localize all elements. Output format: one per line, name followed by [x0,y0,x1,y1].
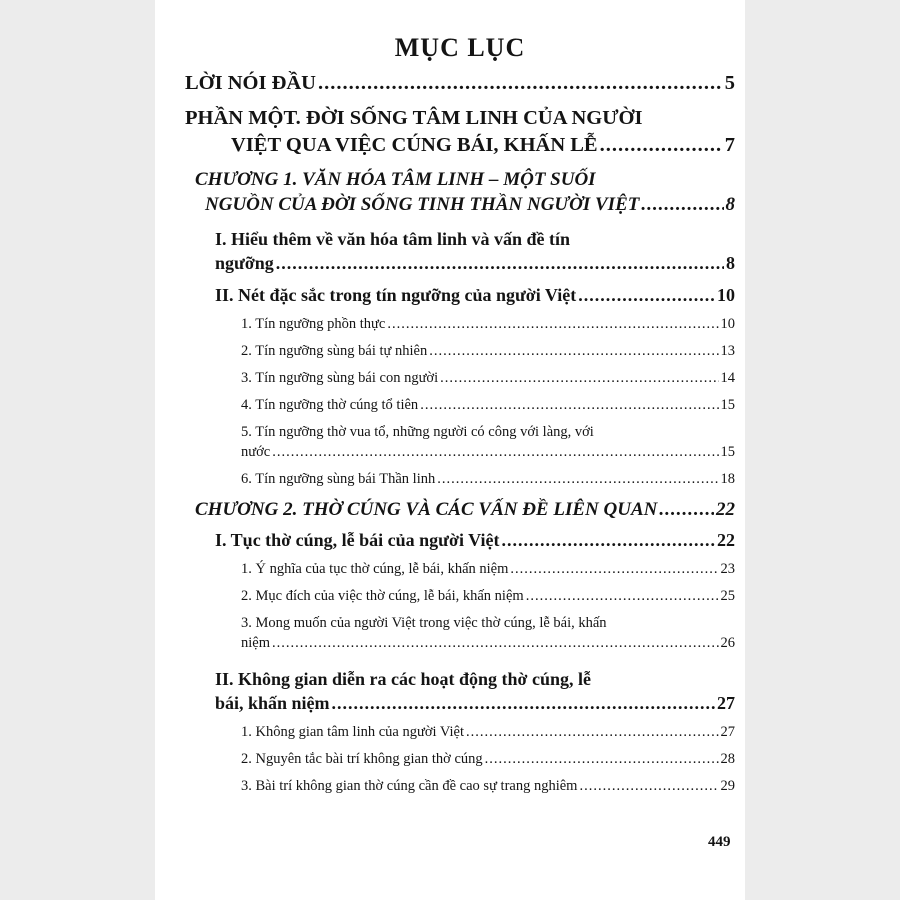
toc-entry [185,749,735,769]
toc-entry [185,528,735,552]
dot-leader [272,633,719,653]
dot-leader [387,314,718,334]
toc-entry-text: 4. Tín ngưỡng thờ cúng tổ tiên [241,397,419,413]
toc-entry [185,283,735,307]
toc-page-number: 27 [717,693,735,713]
toc-entry-text: VIỆT QUA VIỆC CÚNG BÁI, KHẤN LỄ [231,134,598,156]
toc-entry [185,776,735,796]
dot-leader [485,749,719,769]
toc-entry-text: 1. Tín ngưỡng phồn thực [241,316,386,332]
toc-entry [185,469,735,489]
toc-page-number: 15 [720,397,735,413]
book-page [155,0,745,900]
toc-entry [185,559,735,579]
dot-leader [578,283,715,307]
toc-page-number: 29 [720,778,735,794]
toc-entry [185,341,735,361]
toc-entry-text: 1. Ý nghĩa của tục thờ cúng, lễ bái, khấn niệm [241,561,509,577]
toc-page-number: 8 [725,194,735,215]
toc-entry [185,70,735,97]
toc-entry-text: CHƯƠNG 2. THỜ CÚNG VÀ CÁC VẤN ĐỀ LIÊN QUAN [195,499,658,520]
dot-leader [318,70,723,97]
toc-entry-text: 3. Mong muốn của người Việt trong việc thờ cúng, lễ bái, khấn [241,615,607,631]
toc-entry [185,613,735,653]
toc-page-number: 27 [720,724,735,740]
toc-entry-text: II. Nét đặc sắc trong tín ngưỡng của người Việt [215,285,577,305]
page-number: 449 [708,834,731,850]
toc-page-number: 23 [720,561,735,577]
table-of-contents [185,30,735,796]
toc-entry [185,167,735,217]
toc-entry-text: 3. Tín ngưỡng sùng bái con người [241,370,439,386]
toc-entry [185,667,735,715]
dot-leader [641,192,723,217]
dot-leader [600,132,723,159]
dot-leader [659,497,714,522]
toc-entry-text: 2. Nguyên tắc bài trí không gian thờ cúng [241,751,483,767]
toc-page-number: 22 [717,530,735,550]
dot-leader [526,586,719,606]
toc-entry [185,395,735,415]
toc-entry [185,105,735,159]
toc-title: MỤC LỤC [394,33,526,62]
dot-leader [579,776,718,796]
dot-leader [501,528,715,552]
dot-leader [276,251,724,275]
dot-leader [420,395,718,415]
dot-leader [437,469,718,489]
toc-entry-text: 2. Tín ngưỡng sùng bái tự nhiên [241,343,428,359]
dot-leader [510,559,718,579]
toc-entry-text: CHƯƠNG 1. VĂN HÓA TÂM LINH – MỘT SUỐI [195,169,596,190]
toc-page-number: 10 [720,316,735,332]
toc-entry-text: II. Không gian diễn ra các hoạt động thờ cúng, lễ [215,669,592,689]
toc-entry [185,227,735,275]
toc-page-number: 13 [720,343,735,359]
toc-entry [185,586,735,606]
toc-page-number: 18 [720,471,735,487]
toc-entry-text: niệm [241,635,270,651]
toc-entry-text: ngưỡng [215,253,274,273]
dot-leader [440,368,718,388]
toc-entry-text: 5. Tín ngưỡng thờ vua tổ, những người có công với làng, với [241,424,594,440]
toc-page-number: 26 [720,635,735,651]
toc-entries [185,70,735,796]
toc-entry [185,722,735,742]
toc-page-number: 5 [724,72,735,94]
toc-entry-text: 2. Mục đích của việc thờ cúng, lễ bái, khấn niệm [241,588,524,604]
toc-page-number: 15 [720,444,735,460]
toc-page-number: 22 [716,499,735,520]
toc-entry-text: nước [241,444,271,460]
toc-entry-text: PHẦN MỘT. ĐỜI SỐNG TÂM LINH CỦA NGƯỜI [185,107,643,129]
toc-entry-text: 6. Tín ngưỡng sùng bái Thần linh [241,471,436,487]
dot-leader [466,722,719,742]
dot-leader [272,442,718,462]
toc-entry-text: LỜI NÓI ĐẦU [185,72,316,94]
toc-page-number: 14 [720,370,735,386]
toc-page-number: 10 [717,285,735,305]
toc-entry-text: bái, khấn niệm [215,693,330,713]
toc-entry [185,497,735,522]
dot-leader [332,691,715,715]
toc-entry-text: I. Tục thờ cúng, lễ bái của người Việt [215,530,500,550]
toc-page-number: 7 [724,134,735,156]
toc-entry-text: 3. Bài trí không gian thờ cúng cần đề cao sự trang nghiêm [241,778,578,794]
toc-page-number: 28 [720,751,735,767]
toc-entry [185,368,735,388]
toc-entry-text: NGUỒN CỦA ĐỜI SỐNG TINH THẦN NGƯỜI VIỆT [205,194,640,215]
toc-page-number: 25 [720,588,735,604]
toc-entry-text: 1. Không gian tâm linh của người Việt [241,724,464,740]
toc-entry-text: I. Hiểu thêm về văn hóa tâm linh và vấn đề tín [215,229,571,249]
toc-entry [185,422,735,462]
toc-page-number: 8 [726,253,735,273]
toc-entry [185,314,735,334]
dot-leader [429,341,718,361]
